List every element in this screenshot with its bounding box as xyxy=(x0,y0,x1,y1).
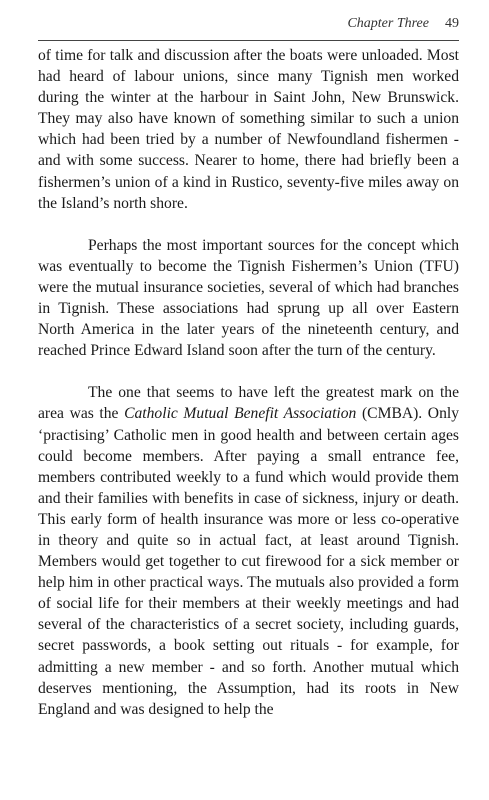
paragraph-3-start: The one that seems to have left the greatest mark on the area was the xyxy=(38,384,459,423)
header-rule xyxy=(38,40,459,41)
running-header xyxy=(347,16,459,32)
page-number: 49 xyxy=(445,16,459,31)
paragraph-2: Perhaps the most important sources for the concept which was eventually to become the Tignish Fishermen’s Union (TFU) were the mutual insurance societies, several of which had branches in Tignish. These associations had sprung up all over Eastern North America in the later years of the nineteenth century, and reached Prince Edward Island soon after the turn of the century. xyxy=(38,236,459,360)
paragraph-3-rest: (CMBA). Only ‘practising’ Catholic men in good health and between certain ages could become members. After paying a small entrance fee, members contributed weekly to a fund which would provide them and their families with benefits in case of sickness, injury or death. This early form of health insurance was more or less co-operative in theory and quite so in actual fact, at least around Tignish. Members would get together to cut firewood for a sick member or help him in other practical ways. The mutuals also provided a form of social life for their members at their weekly meetings and had several of the characteristics of a secret society, including guards, secret passwords, a book setting out rituals - for example, for admitting a new member - and so forth. Another mutual which deserves mentioning, the Assumption, had its roots in New England and was designed to help the xyxy=(38,405,459,718)
body-text xyxy=(38,45,459,720)
chapter-title: Chapter Three xyxy=(347,16,429,31)
cmba-name: Catholic Mutual Benefit Association xyxy=(124,405,357,423)
paragraph-3 xyxy=(38,382,459,720)
paragraph-1: of time for talk and discussion after the boats were unloaded. Most had heard of labour unions, since many Tignish men worked during the winter at the harbour in Saint John, New Brunswick. They may also have known of something similar to such a union which had been tried by a number of Newfoundland fishermen - and with some success. Nearer to home, there had briefly been a fishermen’s union of a kind in Rustico, seventy-five miles away on the Island’s north shore. xyxy=(38,47,459,212)
